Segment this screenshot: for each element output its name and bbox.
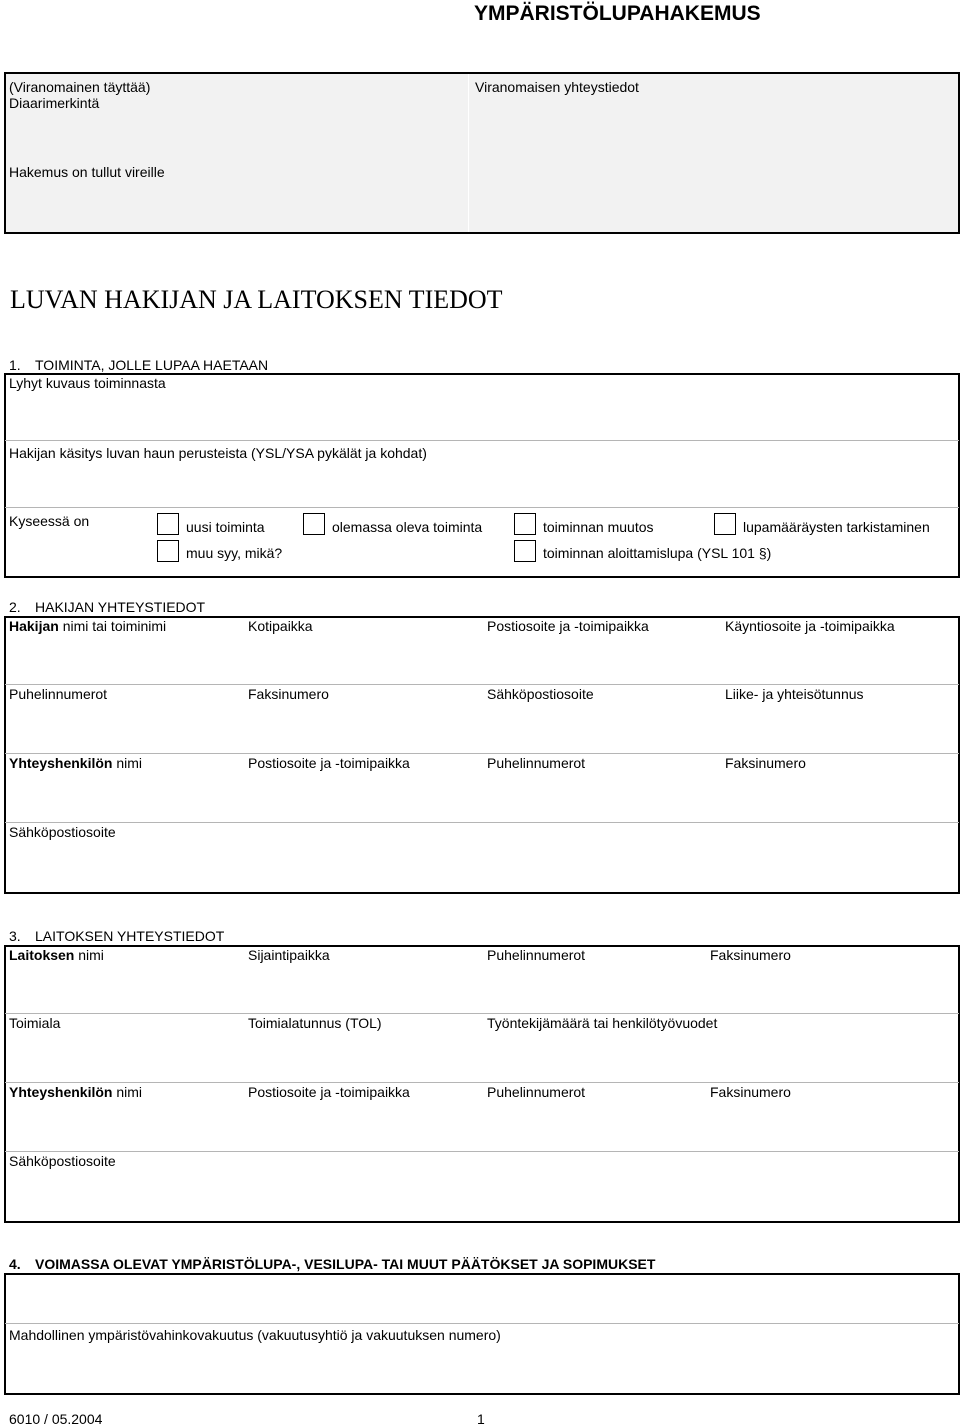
- employees-label: Työntekijämäärä tai henkilötyövuodet: [487, 1015, 718, 1031]
- checkbox-new-activity[interactable]: [157, 513, 179, 535]
- section2-divider-1: [5, 684, 959, 685]
- section3-divider-2: [5, 1082, 959, 1083]
- section3-box[interactable]: [4, 945, 960, 1223]
- contact-postal-label: Postiosoite ja -toimipaikka: [248, 755, 410, 771]
- section2-number: 2.: [9, 599, 21, 615]
- authority-filled-by: (Viranomainen täyttää): [9, 79, 151, 95]
- fax-label: Faksinumero: [248, 686, 329, 702]
- insurance-label: Mahdollinen ympäristövahinkovakuutus (vakuutusyhtiö ja vakuutuksen numero): [9, 1327, 501, 1343]
- section2-box[interactable]: [4, 616, 960, 894]
- form-code: 6010 / 05.2004: [9, 1411, 103, 1427]
- email-label: Sähköpostiosoite: [487, 686, 594, 702]
- section1-divider-2: [5, 507, 959, 508]
- page-number: 1: [477, 1411, 485, 1427]
- description-label-overlay: Lyhyt kuvaus toiminnasta: [9, 375, 166, 391]
- facility-name-label: Laitoksen nimi: [9, 947, 104, 963]
- section2-title: HAKIJAN YHTEYSTIEDOT: [35, 599, 206, 615]
- facility-fax-label: Faksinumero: [710, 947, 791, 963]
- facility-phone-label: Puhelinnumerot: [487, 947, 586, 963]
- domicile-label: Kotipaikka: [248, 618, 313, 634]
- postal-address-label: Postiosoite ja -toimipaikka: [487, 618, 649, 634]
- section2-divider-3: [5, 822, 959, 823]
- business-id-label: Liike- ja yhteisötunnus: [725, 686, 864, 702]
- authority-contact-label: Viranomaisen yhteystiedot: [475, 79, 639, 95]
- section1-divider-1: [5, 440, 959, 441]
- facility-contact-postal-label: Postiosoite ja -toimipaikka: [248, 1084, 410, 1100]
- industry-code-label: Toimialatunnus (TOL): [248, 1015, 382, 1031]
- option-activity-change: toiminnan muutos: [543, 519, 654, 535]
- contact-person-label: Yhteyshenkilön nimi: [9, 755, 143, 771]
- section4-number: 4.: [9, 1256, 21, 1272]
- option-start-permit: toiminnan aloittamislupa (YSL 101 §): [543, 545, 772, 561]
- section3-divider-1: [5, 1013, 959, 1014]
- option-other-reason: muu syy, mikä?: [186, 545, 283, 561]
- basis-label: Hakijan käsitys luvan haun perusteista (YSL/YSA pykälät ja kohdat): [9, 445, 427, 461]
- checkbox-start-permit[interactable]: [514, 540, 536, 562]
- section1-box[interactable]: [4, 373, 960, 578]
- section3-title: LAITOKSEN YHTEYSTIEDOT: [35, 928, 225, 944]
- facility-contact-label: Yhteyshenkilön nimi: [9, 1084, 143, 1100]
- phone-label: Puhelinnumerot: [9, 686, 108, 702]
- checkbox-activity-change[interactable]: [514, 513, 536, 535]
- facility-contact-phone-label: Puhelinnumerot: [487, 1084, 586, 1100]
- facility-contact-email-label: Sähköpostiosoite: [9, 1153, 116, 1169]
- section4-divider: [5, 1323, 959, 1324]
- record-number-label: Diaarimerkintä: [9, 95, 100, 111]
- contact-phone-label: Puhelinnumerot: [487, 755, 586, 771]
- section1-number: 1.: [9, 357, 21, 373]
- checkbox-other-reason[interactable]: [157, 540, 179, 562]
- form-title: YMPÄRISTÖLUPAHAKEMUS: [474, 2, 761, 25]
- authority-divider: [468, 74, 469, 232]
- main-heading: LUVAN HAKIJAN JA LAITOKSEN TIEDOT: [10, 285, 503, 314]
- checkbox-permit-review[interactable]: [714, 513, 736, 535]
- section3-number: 3.: [9, 928, 21, 944]
- case-label: Kyseessä on: [9, 513, 90, 529]
- section2-divider-2: [5, 753, 959, 754]
- section1-title: TOIMINTA, JOLLE LUPAA HAETAAN: [35, 357, 269, 373]
- checkbox-existing-activity[interactable]: [303, 513, 325, 535]
- section3-divider-3: [5, 1151, 959, 1152]
- industry-label: Toimiala: [9, 1015, 61, 1031]
- authority-box: [4, 72, 960, 234]
- contact-email-label: Sähköpostiosoite: [9, 824, 116, 840]
- location-label: Sijaintipaikka: [248, 947, 330, 963]
- option-existing-activity: olemassa oleva toiminta: [332, 519, 483, 535]
- facility-contact-fax-label: Faksinumero: [710, 1084, 791, 1100]
- option-permit-review: lupamääräysten tarkistaminen: [743, 519, 930, 535]
- visiting-address-label: Käyntiosoite ja -toimipaikka: [725, 618, 895, 634]
- applicant-name-label: Hakijan nimi tai toiminimi: [9, 618, 167, 634]
- option-new-activity: uusi toiminta: [186, 519, 265, 535]
- received-label: Hakemus on tullut vireille: [9, 164, 165, 180]
- section4-title: VOIMASSA OLEVAT YMPÄRISTÖLUPA-, VESILUPA- TAI MUUT PÄÄTÖKSET JA SOPIMUKSET: [35, 1256, 656, 1272]
- contact-fax-label: Faksinumero: [725, 755, 806, 771]
